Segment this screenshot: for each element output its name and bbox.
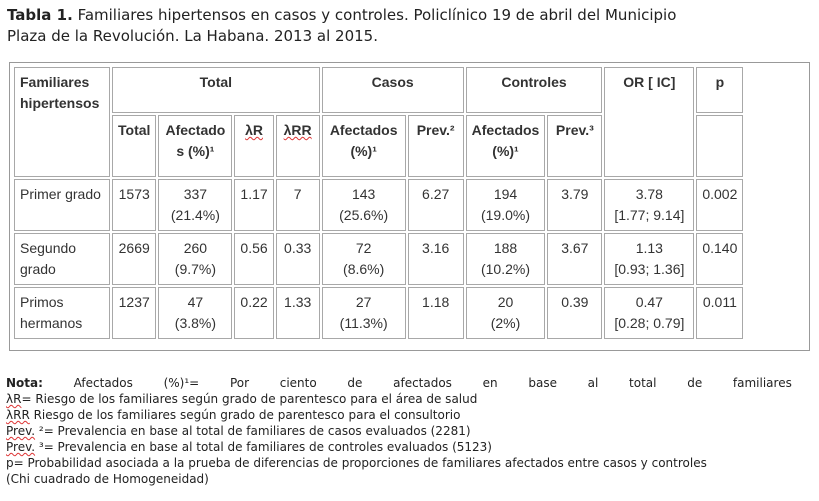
cell-lambda-rr: 1.33 bbox=[276, 287, 320, 339]
nota-label: Nota: bbox=[6, 376, 43, 390]
header-p-empty bbox=[696, 115, 743, 177]
cell-or: 1.13 bbox=[635, 240, 663, 256]
cell-controles-prev: 0.39 bbox=[547, 287, 602, 339]
note-lambda-rr bbox=[6, 407, 792, 423]
table-row bbox=[14, 233, 743, 285]
cell-lambda-r: 1.17 bbox=[234, 179, 273, 231]
row-label: Primer grado bbox=[14, 179, 110, 231]
caption-label: Tabla 1. bbox=[7, 6, 73, 24]
nota-word: Afectados bbox=[73, 376, 133, 390]
cell-casos-pct: (8.6%) bbox=[343, 261, 385, 277]
header-familiares: Familiares hipertensos bbox=[14, 67, 110, 177]
note-prev2 bbox=[6, 423, 792, 439]
header-or-ic: OR [ IC] bbox=[604, 67, 694, 177]
note-prev2-symbol: Prev. bbox=[6, 424, 36, 438]
header-prev-controles: Prev.³ bbox=[547, 115, 602, 177]
nota-word: (%)¹= bbox=[163, 376, 200, 390]
cell-or-ic bbox=[604, 233, 694, 285]
cell-or: 0.47 bbox=[635, 294, 663, 310]
results-table bbox=[12, 65, 745, 341]
cell-casos-n: 72 bbox=[355, 240, 372, 256]
nota-word: Por bbox=[229, 376, 250, 390]
cell-or-ic bbox=[604, 179, 694, 231]
header-casos: Casos bbox=[322, 67, 464, 113]
cell-afectados-n: 337 bbox=[183, 186, 208, 202]
note-lambda-rr-symbol: λRR bbox=[6, 408, 30, 422]
table-notes bbox=[6, 375, 792, 487]
nota-word: en bbox=[482, 376, 498, 390]
cell-afectados-n: 47 bbox=[187, 294, 204, 310]
cell-p: 0.011 bbox=[696, 287, 743, 339]
cell-controles-prev: 3.67 bbox=[547, 233, 602, 285]
cell-casos-n: 143 bbox=[351, 186, 376, 202]
caption-text-line1: Familiares hipertensos en casos y controles. Policlínico 19 de abril del Municipio bbox=[77, 6, 677, 24]
nota-word: de bbox=[687, 376, 703, 390]
note-lambda-r-symbol: λR bbox=[6, 392, 22, 406]
cell-lambda-r: 0.56 bbox=[234, 233, 273, 285]
nota-word: base bbox=[528, 376, 557, 390]
header-prev-casos: Prev.² bbox=[408, 115, 464, 177]
header-lambda-rr bbox=[276, 115, 320, 177]
cell-controles-afectados bbox=[466, 179, 546, 231]
cell-afectados bbox=[158, 287, 232, 339]
header-controles: Controles bbox=[466, 67, 603, 113]
row-label: Segundo grado bbox=[14, 233, 110, 285]
table-row bbox=[14, 287, 743, 339]
cell-afectados-pct: (21.4%) bbox=[170, 207, 220, 223]
note-chi: (Chi cuadrado de Homogeneidad) bbox=[6, 472, 209, 486]
note-prev3-symbol: Prev. bbox=[6, 440, 36, 454]
cell-total: 2669 bbox=[112, 233, 156, 285]
cell-lambda-rr: 7 bbox=[276, 179, 320, 231]
cell-casos-prev: 6.27 bbox=[408, 179, 464, 231]
cell-controles-pct: (10.2%) bbox=[480, 261, 531, 277]
cell-afectados-pct: (3.8%) bbox=[174, 315, 217, 331]
header-lambda-r bbox=[234, 115, 273, 177]
note-prev3 bbox=[6, 439, 792, 455]
cell-controles-pct: (19.0%) bbox=[480, 207, 531, 223]
cell-p: 0.002 bbox=[696, 179, 743, 231]
cell-casos-pct: (25.6%) bbox=[339, 207, 389, 223]
cell-p: 0.140 bbox=[696, 233, 743, 285]
cell-controles-pct: (2%) bbox=[490, 315, 521, 331]
nota-word: afectados bbox=[393, 376, 452, 390]
row-label: Primos hermanos bbox=[14, 287, 110, 339]
cell-ic: [0.28; 0.79] bbox=[614, 315, 685, 331]
cell-casos-afectados bbox=[322, 287, 406, 339]
nota-word: total bbox=[629, 376, 657, 390]
note-prev3-text: ³= Prevalencia en base al total de familiares de controles evaluados (5123) bbox=[35, 440, 492, 454]
nota-word: al bbox=[587, 376, 599, 390]
cell-casos-pct: (11.3%) bbox=[339, 315, 388, 331]
header-afectados-total: Afectado s (%)¹ bbox=[158, 115, 232, 177]
header-afectados-casos: Afectados (%)¹ bbox=[322, 115, 406, 177]
note-prev2-text: ²= Prevalencia en base al total de familiares de casos evaluados (2281) bbox=[35, 424, 471, 438]
header-row-1 bbox=[14, 67, 743, 113]
cell-ic: [1.77; 9.14] bbox=[614, 207, 685, 223]
cell-controles-afectados bbox=[466, 287, 546, 339]
cell-casos-afectados bbox=[322, 233, 406, 285]
cell-lambda-r: 0.22 bbox=[234, 287, 273, 339]
header-total: Total bbox=[112, 115, 156, 177]
cell-or: 3.78 bbox=[635, 186, 663, 202]
cell-casos-n: 27 bbox=[355, 294, 372, 310]
cell-total: 1237 bbox=[112, 287, 156, 339]
header-total-group: Total bbox=[112, 67, 320, 113]
cell-afectados bbox=[158, 233, 232, 285]
cell-controles-n: 20 bbox=[497, 294, 514, 310]
note-lambda-r bbox=[6, 391, 792, 407]
cell-controles-afectados bbox=[466, 233, 546, 285]
note-lambda-r-text: = Riesgo de los familiares según grado de parentesco para el área de salud bbox=[21, 392, 478, 406]
nota-word: familiares bbox=[732, 376, 792, 390]
note-lambda-rr-text: Riesgo de los familiares según grado de parentesco para el consultorio bbox=[29, 408, 461, 422]
cell-ic: [0.93; 1.36] bbox=[614, 261, 685, 277]
cell-afectados-n: 260 bbox=[183, 240, 208, 256]
cell-controles-prev: 3.79 bbox=[547, 179, 602, 231]
header-p: p bbox=[696, 67, 743, 113]
lambda-r-label: λR bbox=[245, 122, 263, 138]
cell-or-ic bbox=[604, 287, 694, 339]
cell-controles-n: 194 bbox=[493, 186, 518, 202]
cell-afectados bbox=[158, 179, 232, 231]
caption-text-line2: Plaza de la Revolución. La Habana. 2013 al 2015. bbox=[7, 27, 378, 45]
cell-casos-afectados bbox=[322, 179, 406, 231]
table-frame bbox=[9, 62, 810, 351]
nota-word: ciento bbox=[279, 376, 317, 390]
cell-controles-n: 188 bbox=[493, 240, 518, 256]
table-caption bbox=[7, 5, 797, 47]
nota-line bbox=[6, 375, 792, 391]
header-afectados-controles: Afectados (%)¹ bbox=[466, 115, 546, 177]
note-p: p= Probabilidad asociada a la prueba de diferencias de proporciones de familiares afectados entre casos y controles bbox=[6, 456, 707, 470]
table-row bbox=[14, 179, 743, 231]
cell-lambda-rr: 0.33 bbox=[276, 233, 320, 285]
cell-total: 1573 bbox=[112, 179, 156, 231]
cell-casos-prev: 1.18 bbox=[408, 287, 464, 339]
lambda-rr-label: λRR bbox=[283, 122, 312, 138]
nota-word: de bbox=[347, 376, 363, 390]
cell-casos-prev: 3.16 bbox=[408, 233, 464, 285]
cell-afectados-pct: (9.7%) bbox=[174, 261, 217, 277]
